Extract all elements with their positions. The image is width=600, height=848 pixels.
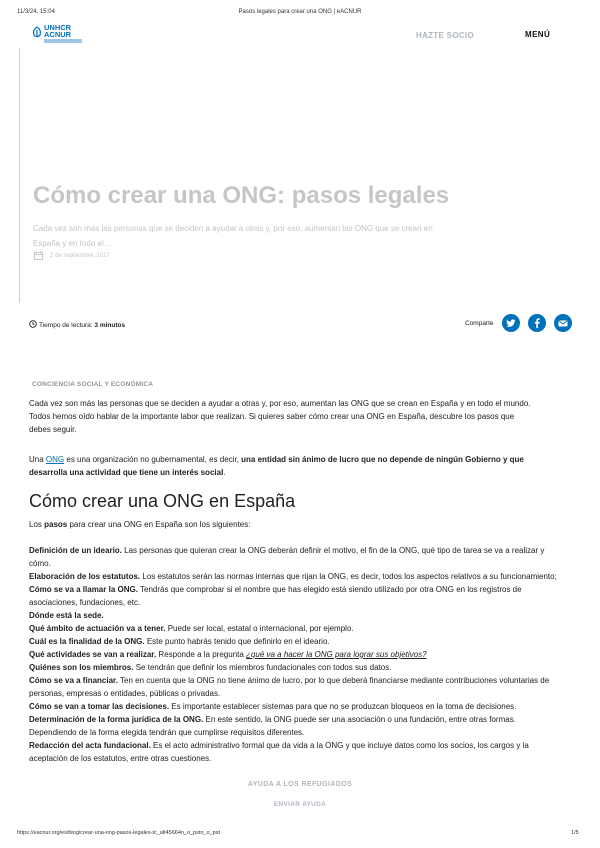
- step-text: Es importante establecer sistemas para que no se produzcan bloqueos en la toma de decisiones.: [169, 702, 517, 711]
- step-item: [29, 570, 574, 583]
- share-email-button[interactable]: [554, 314, 572, 332]
- menu-button[interactable]: MENÚ: [525, 30, 551, 39]
- send-help-button[interactable]: ENVIAR AYUDA: [273, 801, 327, 808]
- publish-date: 2 de septiembre, 2017: [50, 253, 110, 259]
- print-datetime: 11/3/24, 15:04: [17, 9, 55, 15]
- step-text: cómo.: [29, 559, 51, 568]
- unhcr-emblem-icon: [32, 26, 42, 39]
- reading-time-label: Tiempo de lectura:: [39, 322, 93, 329]
- step-text: Este punto habrás tenido que definirlo en el ideario.: [144, 637, 330, 646]
- step-title: Cómo se va a financiar.: [29, 676, 118, 685]
- ong-link[interactable]: ONG: [45, 455, 65, 464]
- category-tag[interactable]: CONCIENCIA SOCIAL Y ECONÓMICA: [32, 381, 154, 388]
- facebook-icon: [534, 318, 540, 328]
- steps-intro-text: para crear una ONG en España son los siguientes:: [67, 520, 251, 529]
- share-twitter-button[interactable]: [502, 314, 520, 332]
- step-title: Dónde está la sede.: [29, 611, 104, 620]
- step-title: Quiénes son los miembros.: [29, 663, 134, 672]
- step-text: Puede ser local, estatal o internacional, por ejemplo.: [165, 624, 354, 633]
- definition-text: es una organización no gubernamental, es decir,: [64, 455, 242, 464]
- intro-paragraph: [29, 397, 574, 436]
- step-title: Qué actividades se van a realizar.: [29, 650, 157, 659]
- step-text: aceptación de los estatutos, entre otras cuestiones.: [29, 754, 212, 763]
- step-item: [29, 635, 574, 648]
- steps-intro: [29, 518, 574, 531]
- page-title: Cómo crear una ONG: pasos legales: [33, 182, 450, 209]
- hero-intro-line: Cada vez son más las personas que se deciden a ayudar a otras y, por eso, aumentan las ONG que se crean en: [33, 224, 433, 233]
- print-page-number: 1/5: [571, 830, 579, 836]
- steps-intro-text: Los: [29, 520, 45, 529]
- twitter-icon: [506, 319, 516, 328]
- step-item: [29, 544, 574, 570]
- step-text: En este sentido, la ONG puede ser una asociación o una fundación, entre otras formas.: [203, 715, 516, 724]
- definition-bold: una entidad sin ánimo de lucro que no depende de ningún Gobierno y que: [241, 455, 524, 464]
- intro-line: Cada vez son más las personas que se deciden a ayudar a otras y, por eso, aumentan las ONG que se crean en España y en todo el mundo.: [29, 399, 531, 408]
- logo-tagline-bar: [44, 39, 82, 43]
- steps-intro-bold: pasos: [44, 520, 68, 529]
- steps-list: [29, 544, 574, 765]
- step-text: Los estatutos serán las normas internas que rijan la ONG, es decir, todos los aspectos relativos a su funcionamiento;: [140, 572, 557, 581]
- step-question: ¿qué va a hacer la ONG para lograr sus objetivos?: [246, 650, 427, 659]
- print-page-title: Pasos legales para crear una ONG | eACNUR: [238, 9, 362, 15]
- step-item: [29, 609, 574, 622]
- email-icon: [558, 320, 568, 327]
- step-item: [29, 739, 574, 765]
- intro-line: Todos hemos oído hablar de la importante labor que realizan. Si quieres saber cómo crear una ONG en España, descubre los pasos que: [29, 412, 515, 421]
- reading-time-value: 3 minutos: [94, 322, 126, 329]
- step-title: Qué ámbito de actuación va a tener.: [29, 624, 166, 633]
- step-title: Cuál es la finalidad de la ONG.: [29, 637, 145, 646]
- step-text: Responde a la pregunta: [156, 650, 247, 659]
- hero-intro-line: España y en todo el...: [33, 239, 111, 248]
- logo-line-unhcr: UNHCR: [44, 23, 72, 32]
- print-url: https://eacnur.org/es/blog/crear-una-ong-pasos-legales-tc_alt45664n_o_pstn_o_pst: [17, 830, 221, 836]
- share-facebook-button[interactable]: [528, 314, 546, 332]
- calendar-icon: [34, 251, 43, 260]
- clock-icon: [29, 320, 37, 328]
- step-item: [29, 674, 574, 700]
- step-item: [29, 700, 574, 713]
- share-label: Comparte: [465, 320, 494, 327]
- step-title: Elaboración de los estatutos.: [29, 572, 141, 581]
- join-button[interactable]: HAZTE SOCIO: [416, 31, 474, 40]
- step-item: [29, 583, 574, 609]
- reading-time: [29, 320, 125, 329]
- definition-text: Una: [29, 455, 46, 464]
- step-title: Cómo se va a llamar la ONG.: [29, 585, 138, 594]
- unhcr-logo[interactable]: [32, 24, 82, 46]
- definition-paragraph: [29, 453, 574, 479]
- help-refugees-button[interactable]: AYUDA A LOS REFUGIADOS: [247, 781, 353, 788]
- hero-divider: [19, 48, 20, 303]
- step-text: Las personas que quieran crear la ONG deberán definir el motivo, el fin de la ONG, qué tipo de tarea se va a realizar y: [121, 546, 545, 555]
- step-text: personas, empresas o entidades, públicas o privadas.: [29, 689, 221, 698]
- step-text: Ten en cuenta que la ONG no tiene ánimo de lucro, por lo que deberá financiarse mediante contribuciones voluntarias de: [117, 676, 550, 685]
- step-item: [29, 648, 574, 661]
- step-title: Definición de un ideario.: [29, 546, 122, 555]
- step-item: [29, 622, 574, 635]
- section-heading: Cómo crear una ONG en España: [29, 491, 296, 511]
- step-item: [29, 661, 574, 674]
- hero-intro: [33, 221, 473, 251]
- logo-line-acnur: ACNUR: [44, 30, 72, 39]
- step-text: asociaciones, fundaciones, etc.: [29, 598, 141, 607]
- step-title: Determinación de la forma jurídica de la ONG.: [29, 715, 204, 724]
- step-text: Tendrás que comprobar si el nombre que has elegido está siendo utilizado por otra ONG en los registros de: [137, 585, 522, 594]
- definition-text: .: [223, 468, 226, 477]
- definition-bold: desarrolla una actividad que tiene un interés social: [29, 468, 224, 477]
- step-item: [29, 713, 574, 739]
- step-title: Redacción del acta fundacional.: [29, 741, 151, 750]
- step-text: Dependiendo de la forma elegida tendrán que cumplirse requisitos diferentes.: [29, 728, 305, 737]
- step-text: Se tendrán que definir los miembros fundacionales con todos sus datos.: [133, 663, 392, 672]
- step-title: Cómo se van a tomar las decisiones.: [29, 702, 170, 711]
- intro-line: debes seguir.: [29, 425, 77, 434]
- step-text: Es el acto administrativo formal que da vida a la ONG y que incluye datos como los socios, los cargos y la: [150, 741, 529, 750]
